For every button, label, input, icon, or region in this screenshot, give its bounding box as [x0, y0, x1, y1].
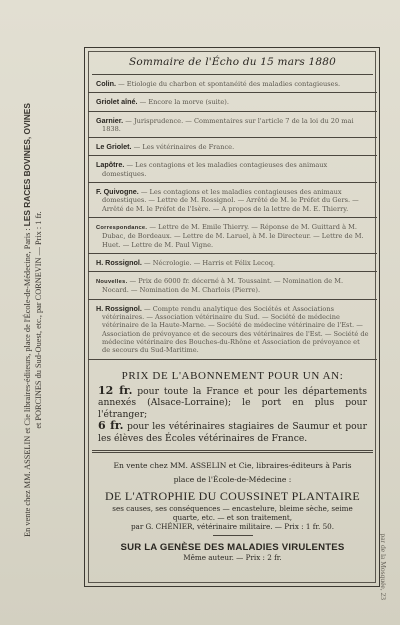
entry-author: Colin.: [96, 79, 116, 88]
entry-author: Lapôtre.: [96, 160, 125, 170]
subscription-line-2: [88, 420, 377, 444]
subscription-price-1: 12 fr.: [98, 383, 133, 397]
summary-entry: [88, 75, 377, 93]
summary-entry: [88, 112, 377, 139]
vente-line-1: En vente chez MM. ASSELIN et Cie, libraires-éditeurs à Paris: [113, 461, 352, 471]
entry-author: H. Rossignol.: [96, 303, 142, 313]
book1-author-price: par G. CHÉNIER, vétérinaire militaire. — Prix : 1 fr. 50.: [130, 522, 335, 532]
book2-subtitle: Même auteur. — Prix : 2 fr.: [183, 553, 282, 563]
summary-entry: [88, 272, 377, 300]
summary-entry: [88, 218, 377, 254]
entry-text: — Encore la morve (suite).: [137, 98, 229, 107]
entry-author: F. Quivogne.: [96, 187, 139, 197]
entry-text: — Lettre de M. Emile Thierry. — Réponse de M. Guittard à M. Dubac, de Bordeaux. — Lettre de M. Laruel, à M. le Directeur. — Lettre de M. Huet. — Lettre de M. Paul Vigne.: [102, 222, 364, 249]
summary-entry: [88, 93, 377, 111]
summary-entry: [88, 138, 377, 156]
entry-text: — Les vétérinaires de France.: [131, 143, 235, 152]
subscription-price-2: 6 fr.: [98, 419, 124, 433]
entry-text: — Jurisprudence. — Commentaires sur l'article 7 de la loi du 20 mai 1838.: [102, 116, 354, 133]
subscription-line-1: [88, 385, 377, 421]
summary-entry: [88, 156, 377, 183]
entry-author: Garnier.: [96, 115, 124, 125]
entry-author: Griolet aîné.: [96, 97, 138, 107]
book2-title: SUR LA GENÈSE DES MALADIES VIRULENTES: [120, 542, 345, 554]
summary-entry: [88, 300, 377, 360]
entry-text: — Etiologie du charbon et spontanéité des maladies contagieuses.: [115, 80, 341, 88]
entry-text: — Les contagions et les maladies contagieuses des animaux domestiques. — Lettre de M. Rossignol. — Arrêté de M. le Préfet du Gers. — Arrêté de M. le Préfet de l'Isère. — A propos de la lettre de M. E. Thierry.: [102, 188, 359, 213]
vente-line-2: place de l'École-de-Médecine :: [173, 474, 292, 484]
summary-entry: [88, 183, 377, 218]
left-margin-part1: En vente chez MM. ASSELIN et Cie libraires-éditeurs, place de l'École-de-Médecine, Paris :: [23, 228, 32, 537]
entry-text: — Nécrologie. — Harris et Félix Lecoq.: [141, 258, 276, 267]
entry-author: H. Rossignol.: [96, 257, 142, 267]
subscription-text-2: pour les vétérinaires stagiaires de Saumur et pour les élèves des Écoles vétérinaires de France.: [98, 421, 367, 444]
right-margin-label: par de la Mosquée, 23: [379, 533, 388, 600]
summary-title: Sommaire de l'Écho du 15 mars 1880: [128, 56, 337, 68]
summary-entry: [88, 254, 377, 272]
left-margin-part2: LES RACES BOVINES, OVINES: [22, 103, 32, 227]
entry-author: Le Griolet.: [96, 142, 132, 152]
small-divider: [213, 535, 253, 536]
left-margin-line-2: et PORCINES du Sud-Ouest, etc., par CORNEVIN — Prix : 1 fr.: [34, 211, 43, 429]
book1-title: DE L'ATROPHIE DU COUSSINET PLANTAIRE: [104, 489, 361, 504]
entry-author: Nouvelles.: [96, 279, 128, 286]
double-rule: [92, 450, 373, 453]
entry-text: — Compte rendu analytique des Sociétés et Associations vétérinaires. — Association vétérinaire du Sud. — Société de médecine vétérinaire de la Haute-Marne. — Société de médecine vétérinaire de l'Est. — Association de prévoyance et de secours des vétérinaires de l'Est. — Société de médecine vétérinaire des Bouches-du-Rhône et Association de prévoyance et de secours du Sud-Maritime.: [102, 304, 369, 355]
subscription-text-1: pour toute la France et pour les départements annexés (Alsace-Lorraine); le port en plus pour l'étranger;: [98, 385, 367, 420]
entry-text: — Les contagions et les maladies contagieuses des animaux domestiques.: [102, 161, 328, 178]
book1-subtitle: ses causes, ses conséquences — encastelure, bleime sèche, seime quarte, etc. — et son traitement,: [112, 504, 353, 523]
entry-author: Correspondance.: [96, 224, 148, 231]
page-content: [88, 52, 377, 562]
left-margin-advert: [22, 40, 64, 600]
subscription-title: PRIX DE L'ABONNEMENT POUR UN AN:: [121, 369, 344, 382]
left-margin-line-1: [22, 40, 33, 600]
entry-text: — Prix de 6000 fr. décerné à M. Toussaint. — Nomination de M. Nocard. — Nomination de M. Charlois (Pierre).: [102, 277, 344, 295]
